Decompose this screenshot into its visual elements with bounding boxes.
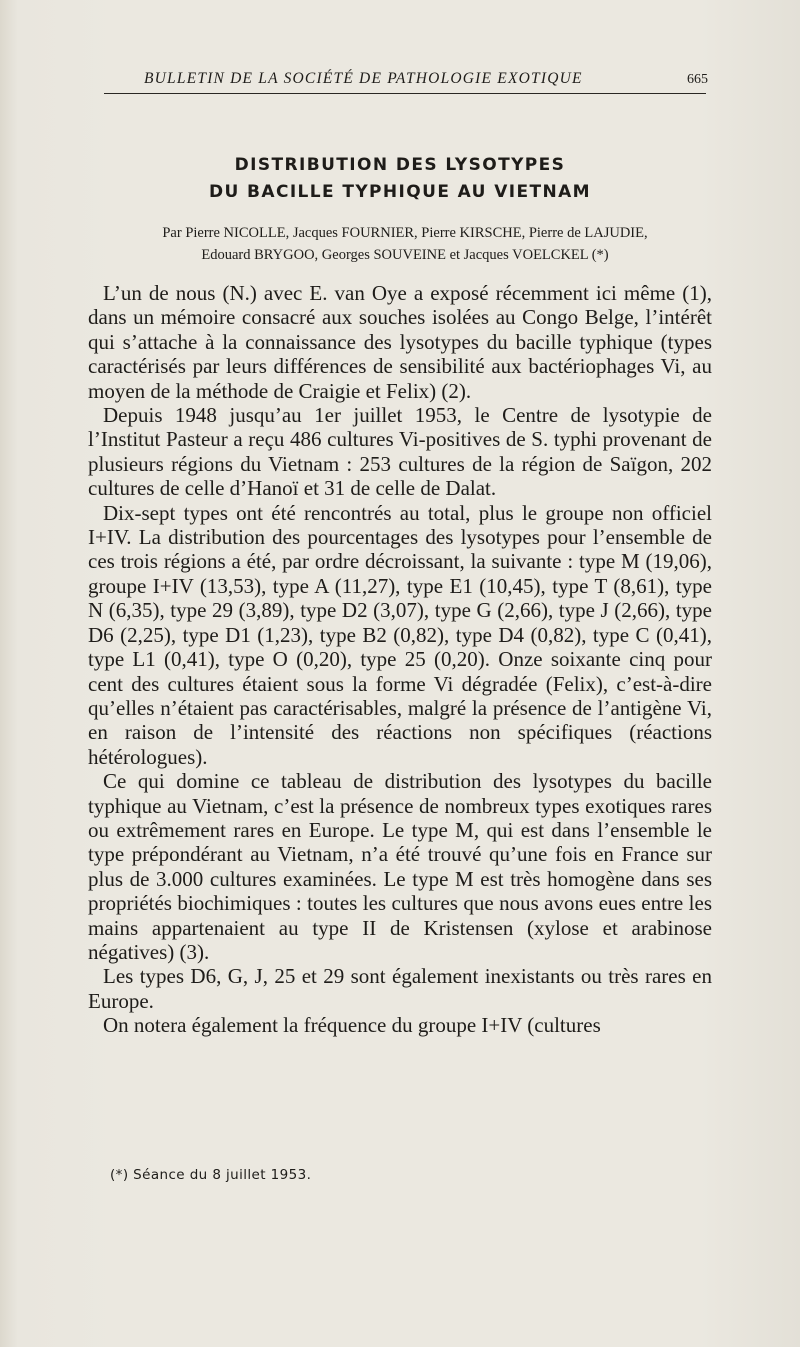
paragraph-5: Les types D6, G, J, 25 et 29 sont également inexistants ou très rares en Europe.: [88, 964, 712, 1013]
title-line-2: DU BACILLE TYPHIQUE AU VIETNAM: [209, 182, 591, 202]
page-number: 665: [687, 72, 708, 87]
running-title: BULLETIN DE LA SOCIÉTÉ DE PATHOLOGIE EXOTIQUE: [144, 70, 583, 87]
paragraph-1: L’un de nous (N.) avec E. van Oye a exposé récemment ici même (1), dans un mémoire consacré aux souches isolées au Congo Belge, l’intérêt qui s’attache à la connaissance des lysotypes du bacille typhique (types caractérisés par leurs différences de sensibilité aux bactériophages Vi, au moyen de la méthode de Craigie et Felix) (2).: [88, 281, 712, 403]
title-line-1: DISTRIBUTION DES LYSOTYPES: [234, 155, 566, 175]
article-title: [104, 152, 696, 206]
header-rule: [104, 93, 706, 94]
author-line-2: Edouard BRYGOO, Georges SOUVEINE et Jacques VOELCKEL (*): [201, 247, 609, 263]
author-line-1: Par Pierre NICOLLE, Jacques FOURNIER, Pierre KIRSCHE, Pierre de LAJUDIE,: [162, 225, 648, 241]
footnote: (*) Séance du 8 juillet 1953.: [110, 1167, 312, 1183]
paragraph-3: Dix-sept types ont été rencontrés au total, plus le groupe non officiel I+IV. La distribution des pourcentages des lysotypes pour l’ensemble de ces trois régions a été, par ordre décroissant, la suivante : type M (19,06), groupe I+IV (13,53), type A (11,27), type E1 (10,45), type T (8,61), type N (6,35), type 29 (3,89), type D2 (3,07), type G (2,66), type J (2,66), type D6 (2,25), type D1 (1,23), type B2 (0,82), type D4 (0,82), type C (0,41), type L1 (0,41), type O (0,20), type 25 (0,20). Onze soixante cinq pour cent des cultures étaient sous la forme Vi dégradée (Felix), c’est-à-dire qu’elles n’étaient pas caractérisables, malgré la présence de l’antigène Vi, en raison de l’intensité des réactions non spécifiques (réactions hétérologues).: [88, 500, 712, 769]
paragraph-2: Depuis 1948 jusqu’au 1er juillet 1953, le Centre de lysotypie de l’Institut Pasteur a reçu 486 cultures Vi-positives de S. typhi provenant de plusieurs régions du Vietnam : 253 cultures de la région de Saïgon, 202 cultures de celle d’Hanoï et 31 de celle de Dalat.: [88, 403, 712, 501]
paragraph-6: On notera également la fréquence du groupe I+IV (cultures: [103, 1013, 601, 1038]
paragraph-4: Ce qui domine ce tableau de distribution des lysotypes du bacille typhique au Vietnam, c’est la présence de nombreux types exotiques rares ou extrêmement rares en Europe. Le type M, qui est dans l’ensemble le type prépondérant au Vietnam, n’a été trouvé qu’une fois en France sur plus de 3.000 cultures examinées. Le type M est très homogène dans ses propriétés biochimiques : toutes les cultures que nous avons eues entre les mains appartenaient au type II de Kristensen (xylose et arabinose négatives) (3).: [88, 769, 712, 964]
article-body: [88, 281, 712, 1038]
author-list: [70, 222, 740, 266]
running-header: [104, 62, 706, 96]
